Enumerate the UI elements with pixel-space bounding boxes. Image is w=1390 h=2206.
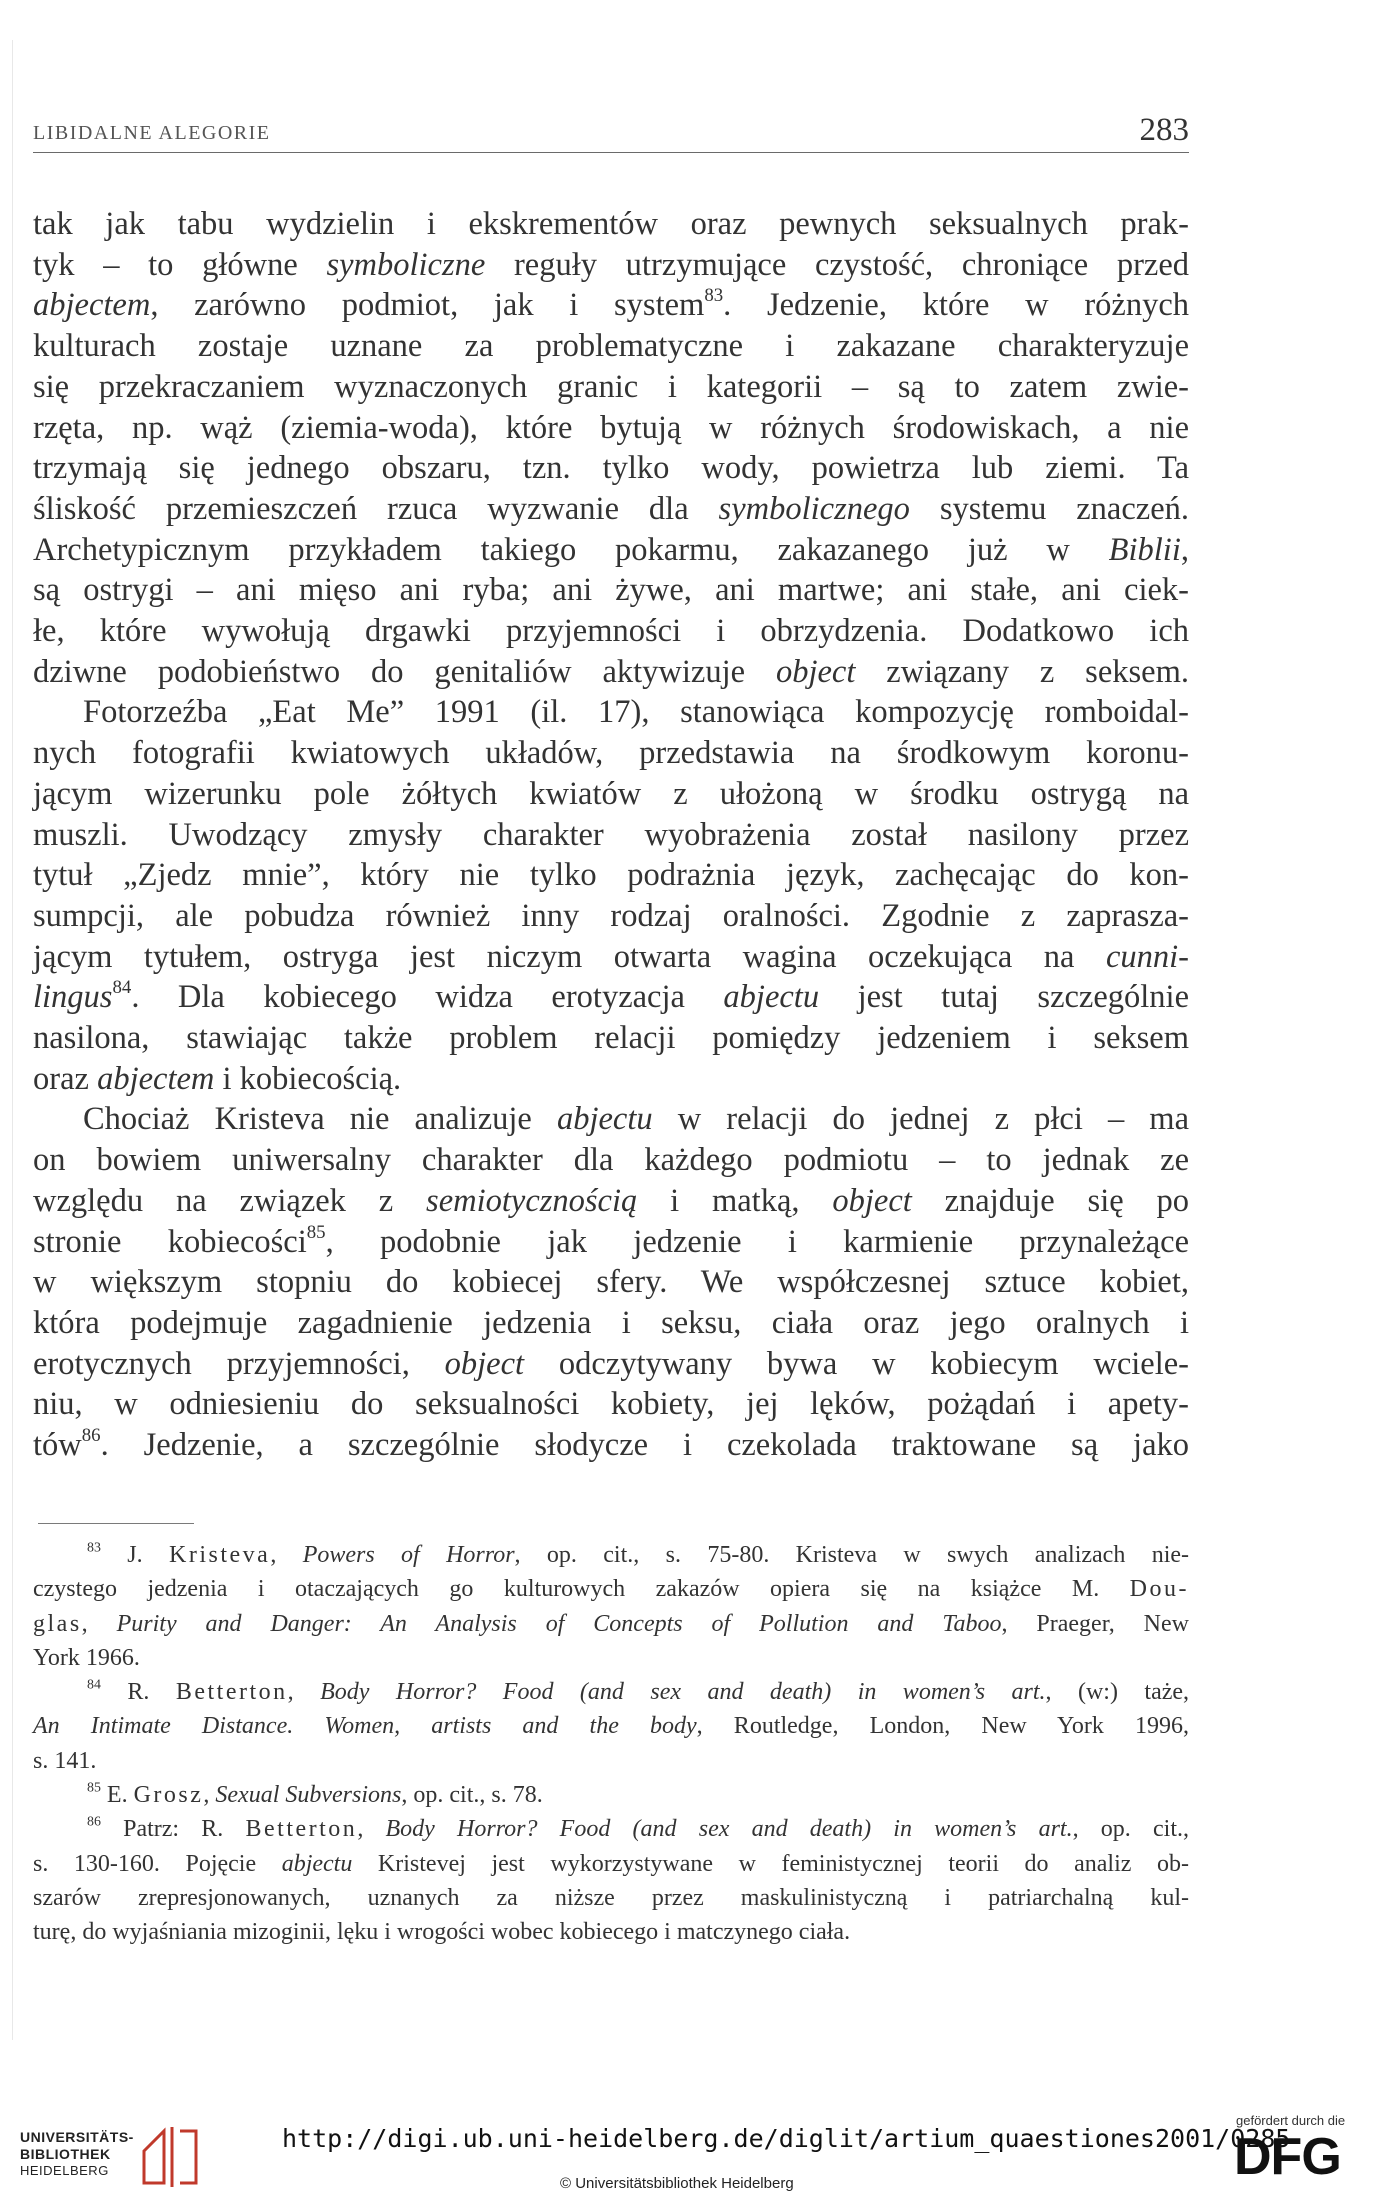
dfg-label: gefördert durch die xyxy=(1236,2113,1346,2128)
text-line: oraz abjectem i kobiecością. xyxy=(33,1060,402,1097)
footnote-ref[interactable]: 83 xyxy=(704,285,724,307)
text-line: muszli. Uwodzący zmysły charakter wyobrażenia został nasilony przez xyxy=(33,816,1189,853)
text-line: w większym stopniu do kobiecej sfery. We współczesnej sztuce kobiet, xyxy=(33,1264,1189,1301)
text-line: trzymają się jednego obszaru, tzn. tylko wody, powietrza lub ziemi. Ta xyxy=(33,450,1189,487)
footnote-ref[interactable]: 86 xyxy=(81,1424,101,1446)
text-line: Fotorzeźba „Eat Me” 1991 (il. 17), stanowiąca kompozycję romboidal- xyxy=(83,694,1189,731)
text-line: tyk – to główne symboliczne reguły utrzymujące czystość, chroniące przed xyxy=(33,246,1190,283)
text-line: która podejmuje zagadnienie jedzenia i seksu, ciała oraz jego oralnych i xyxy=(33,1304,1189,1341)
document-url-link[interactable]: http://digi.ub.uni-heidelberg.de/diglit/artium_quaestiones2001/0285 xyxy=(282,2124,1291,2153)
footnote-ref[interactable]: 84 xyxy=(112,977,132,999)
footnote-85: $^{85}$ E. Grosz, Sexual Subversions, op. cit., s. 78. xyxy=(87,1780,543,1809)
footnote-ref[interactable]: 85 xyxy=(306,1221,326,1243)
text-line: tak jak tabu wydzielin i ekskrementów oraz pewnych seksualnych prak- xyxy=(33,206,1189,242)
footnotes xyxy=(33,1538,1189,1950)
footnote-line: York 1966. xyxy=(33,1644,140,1671)
footnote-line: s. 130-160. Pojęcie abjectu Kristevej jest wykorzystywane w feministycznej teorii do analiz ob- xyxy=(33,1850,1189,1877)
footnote-line: szarów zrepresjonowanych, uznanych za niższe przez maskulinistyczną i patriarchalną kul- xyxy=(33,1884,1189,1911)
footnote-line: turę, do wyjaśniania mizoginii, lęku i wrogości wobec kobiecego i matczynego ciała. xyxy=(33,1919,851,1946)
text-line: jącym wizerunku pole żółtych kwiatów z ułożoną w środku ostrygą na xyxy=(33,775,1189,812)
text-line: sumpcji, ale pobudza również inny rodzaj oralności. Zgodnie z zaprasza- xyxy=(33,897,1189,934)
footnote-divider xyxy=(38,1523,194,1524)
text-line: kulturach zostaje uznane za problematyczne i zakazane charakteryzuje xyxy=(33,328,1189,365)
library-logo[interactable]: UNIVERSITÄTS- BIBLIOTHEK HEIDELBERG xyxy=(20,2121,200,2191)
text-line: stronie kobiecości$^{85}$, podobnie jak jedzenie i karmienie przynależące xyxy=(33,1221,1190,1260)
footnote-line: An Intimate Distance. Women, artists and the body, Routledge, London, New York 1996, xyxy=(33,1713,1189,1740)
dfg-logo[interactable] xyxy=(1228,2113,1378,2193)
text-line: tytuł „Zjedz mnie”, który nie tylko podrażnia język, zachęcając do kon- xyxy=(33,857,1189,894)
running-head xyxy=(33,112,1189,153)
text-line: dziwne podobieństwo do genitaliów aktywizuje object związany z seksem. xyxy=(33,653,1189,690)
text-line: są ostrygi – ani mięso ani ryba; ani żywe, ani martwe; ani stałe, ani ciek- xyxy=(33,572,1189,609)
footnote-line: glas, Purity and Danger: An Analysis of Concepts of Pollution and Taboo, Praeger, New xyxy=(33,1610,1189,1637)
page-edge xyxy=(12,40,13,2040)
body-text xyxy=(33,204,1189,1466)
text-line: względu na związek z semiotycznością i matką, object znajduje się po xyxy=(33,1182,1190,1219)
library-emblem-icon xyxy=(138,2121,200,2193)
running-title: LIBIDALNE ALEGORIE xyxy=(33,122,271,144)
text-line: rzęta, np. wąż (ziemia-woda), które bytują w różnych środowiskach, a nie xyxy=(33,409,1189,446)
dfg-mark: DFG xyxy=(1234,2128,1341,2186)
text-line: tów$^{86}$. Jedzenie, a szczególnie słodycze i czekolada traktowane są jako xyxy=(33,1424,1189,1464)
text-line: lingus$^{84}$. Dla kobiecego widza erotyzacja abjectu jest tutaj szczególnie xyxy=(33,977,1190,1016)
text-line: jącym tytułem, ostryga jest niczym otwarta wagina oczekująca na cunni- xyxy=(33,938,1189,975)
text-line: erotycznych przyjemności, object odczytywany bywa w kobiecym wciele- xyxy=(33,1345,1189,1382)
text-line: on bowiem uniwersalny charakter dla każdego podmiotu – to jednak ze xyxy=(33,1142,1189,1179)
text-line: Archetypicznym przykładem takiego pokarmu, zakazanego już w Biblii, xyxy=(33,531,1189,568)
page-number: 283 xyxy=(1139,112,1189,148)
text-line: nasilona, stawiając także problem relacji pomiędzy jedzeniem i seksem xyxy=(33,1020,1189,1057)
text-line: nych fotografii kwiatowych układów, przedstawia na środkowym koronu- xyxy=(33,735,1189,772)
text-line: łe, które wywołują drgawki przyjemności i obrzydzenia. Dodatkowo ich xyxy=(33,613,1189,650)
text-line: niu, w odniesieniu do seksualności kobiety, jej lęków, pożądań i apety- xyxy=(33,1386,1189,1423)
text-line: śliskość przemieszczeń rzuca wyzwanie dla symbolicznego systemu znaczeń. xyxy=(33,490,1190,527)
footnote-84: $^{84}$ R. Betterton, Body Horror? Food (and sex and death) in women’s art., (w:) taże, xyxy=(87,1677,1190,1706)
footnote-line: czystego jedzenia i otaczających go kulturowych zakazów opiera się na książce M. Dou- xyxy=(33,1576,1189,1603)
text-line: Chociaż Kristeva nie analizuje abjectu w relacji do jednej z płci – ma xyxy=(83,1101,1189,1138)
text-line: abjectem, zarówno podmiot, jak i system$^{83}$. Jedzenie, które w różnych xyxy=(33,285,1189,324)
copyright-notice: © Universitätsbibliothek Heidelberg xyxy=(560,2175,794,2192)
footnote-83: $^{83}$ J. Kristeva, Powers of Horror, op. cit., s. 75-80. Kristeva w swych analizach nie- xyxy=(87,1540,1190,1568)
footnote-86: $^{86}$ Patrz: R. Betterton, Body Horror? Food (and sex and death) in women’s art., op. cit., xyxy=(87,1814,1189,1843)
footnote-line: s. 141. xyxy=(33,1747,97,1774)
text-line: się przekraczaniem wyznaczonych granic i kategorii – są to zatem zwie- xyxy=(33,368,1189,405)
